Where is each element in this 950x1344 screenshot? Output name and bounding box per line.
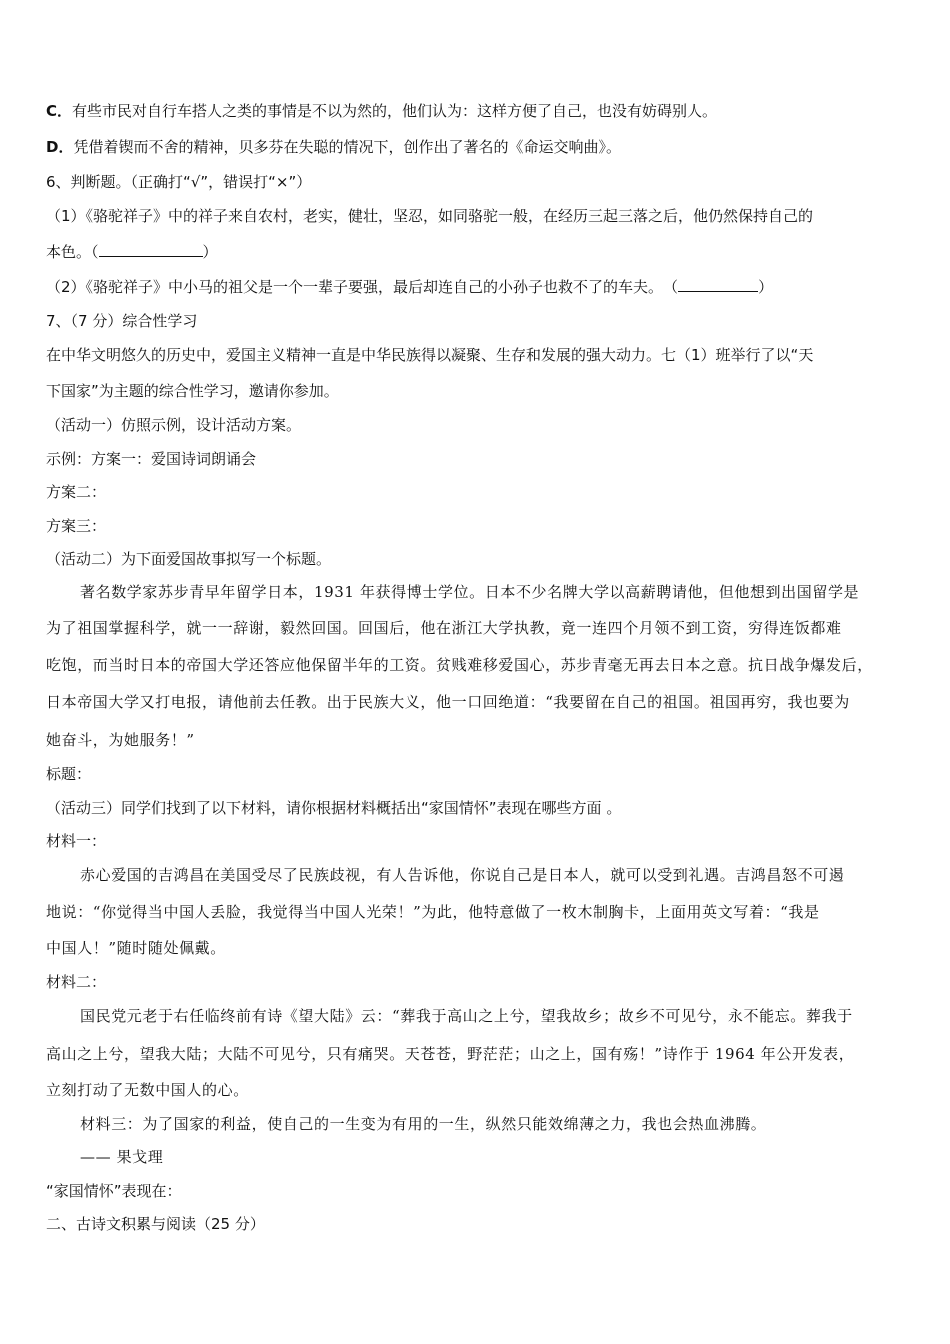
option-c xyxy=(46,100,916,122)
title-answer-label: 标题： xyxy=(46,765,92,783)
question-7-intro-line-2: 下国家”为主题的综合性学习，邀请你参加。 xyxy=(46,382,339,400)
activity-1-heading: （活动一）仿照示例，设计活动方案。 xyxy=(46,416,302,434)
answer-blank-1[interactable] xyxy=(99,242,203,257)
material-1-line-2: 地说：“你觉得当中国人丢脸，我觉得当中国人光荣！”为此，他特意做了一枚木制胸卡，上面用英文写着：“我是 xyxy=(46,903,820,921)
plan-2-label: 方案二： xyxy=(46,483,107,501)
material-2-line-2: 高山之上兮，望我大陆；大陆不可见兮，只有痛哭。天苍苍，野茫茫；山之上，国有殇！”诗作于 1964 年公开发表， xyxy=(46,1045,855,1063)
material-2-line-1: 国民党元老于右任临终前有诗《望大陆》云：“葬我于高山之上兮，望我故乡；故乡不可见兮，永不能忘。葬我于 xyxy=(80,1007,853,1025)
story-line-4: 日本帝国大学又打电报，请他前去任教。出于民族大义，他一口回绝道：“我要留在自己的祖国。祖国再穷，我也要为 xyxy=(46,693,850,711)
story-line-1: 著名数学家苏步青早年留学日本，1931 年获得博士学位。日本不少名牌大学以高薪聘请他，但他想到出国留学是 xyxy=(80,583,860,601)
activity-2-heading: （活动二）为下面爱国故事拟写一个标题。 xyxy=(46,550,332,568)
option-c-letter: C． xyxy=(46,102,73,120)
material-3-text: 材料三：为了国家的利益，使自己的一生变为有用的一生，纵然只能效绵薄之力，我也会热血沸腾。 xyxy=(80,1115,767,1133)
question-6-title: 6、判断题。（正确打“√”，错误打“×”） xyxy=(46,173,312,191)
item-2-text: （2）《骆驼祥子》中小马的祖父是一个一辈子要强，最后却连自己的小孙子也救不了的车夫。 （ xyxy=(46,278,679,296)
material-2-line-3: 立刻打动了无数中国人的心。 xyxy=(46,1081,249,1099)
section-2-title: 二、古诗文积累与阅读（25 分） xyxy=(46,1215,265,1233)
question-7-title: 7、（7 分）综合性学习 xyxy=(46,312,198,330)
option-d xyxy=(46,136,916,158)
material-2-label: 材料二： xyxy=(46,973,107,991)
question-7-intro-line-1: 在中华文明悠久的历史中，爱国主义精神一直是中华民族得以凝聚、生存和发展的强大动力。七（1）班举行了以“天 xyxy=(46,346,814,364)
item-1-close: ） xyxy=(202,243,218,261)
material-3-author: —— 果戈理 xyxy=(80,1148,164,1166)
material-1-line-1: 赤心爱国的吉鸿昌在美国受尽了民族歧视，有人告诉他，你说自己是日本人，就可以受到礼遇。吉鸿昌怒不可遏 xyxy=(80,866,845,884)
activity-1-example: 示例：方案一：爱国诗词朗诵会 xyxy=(46,450,257,468)
question-6-item-1-line-1: （1）《骆驼祥子》中的祥子来自农村，老实，健壮，坚忍，如同骆驼一般，在经历三起三落之后，他仍然保持自己的 xyxy=(46,207,814,225)
option-d-letter: D． xyxy=(46,138,74,156)
item-2-close: ） xyxy=(758,278,774,296)
plan-3-label: 方案三： xyxy=(46,517,107,535)
answer-blank-2[interactable] xyxy=(678,277,758,292)
story-line-5: 她奋斗，为她服务！” xyxy=(46,731,195,749)
story-line-2: 为了祖国掌握科学，就一一辞谢，毅然回国。回国后，他在浙江大学执教，竟一连四个月领不到工资，穷得连饭都难 xyxy=(46,619,842,637)
material-1-line-3: 中国人！”随时随处佩戴。 xyxy=(46,939,226,957)
option-d-text: 凭借着锲而不舍的精神，贝多芬在失聪的情况下，创作出了著名的《命运交响曲》。 xyxy=(73,138,621,156)
question-6-item-2 xyxy=(46,276,916,298)
material-1-label: 材料一： xyxy=(46,832,107,850)
question-6-item-1-line-2 xyxy=(46,241,916,263)
patriotism-answer-label: “家国情怀”表现在： xyxy=(46,1182,182,1200)
story-line-3: 吃饱，而当时日本的帝国大学还答应他保留半年的工资。贫贱难移爱国心，苏步青毫无再去日本之意。抗日战争爆发后， xyxy=(46,656,873,674)
activity-3-heading: （活动三）同学们找到了以下材料，请你根据材料概括出“家国情怀”表现在哪些方面 。 xyxy=(46,799,622,817)
item-1-text: 本色。（ xyxy=(46,243,99,261)
option-c-text: 有些市民对自行车搭人之类的事情是不以为然的，他们认为：这样方便了自己，也没有妨碍别人。 xyxy=(72,102,718,120)
